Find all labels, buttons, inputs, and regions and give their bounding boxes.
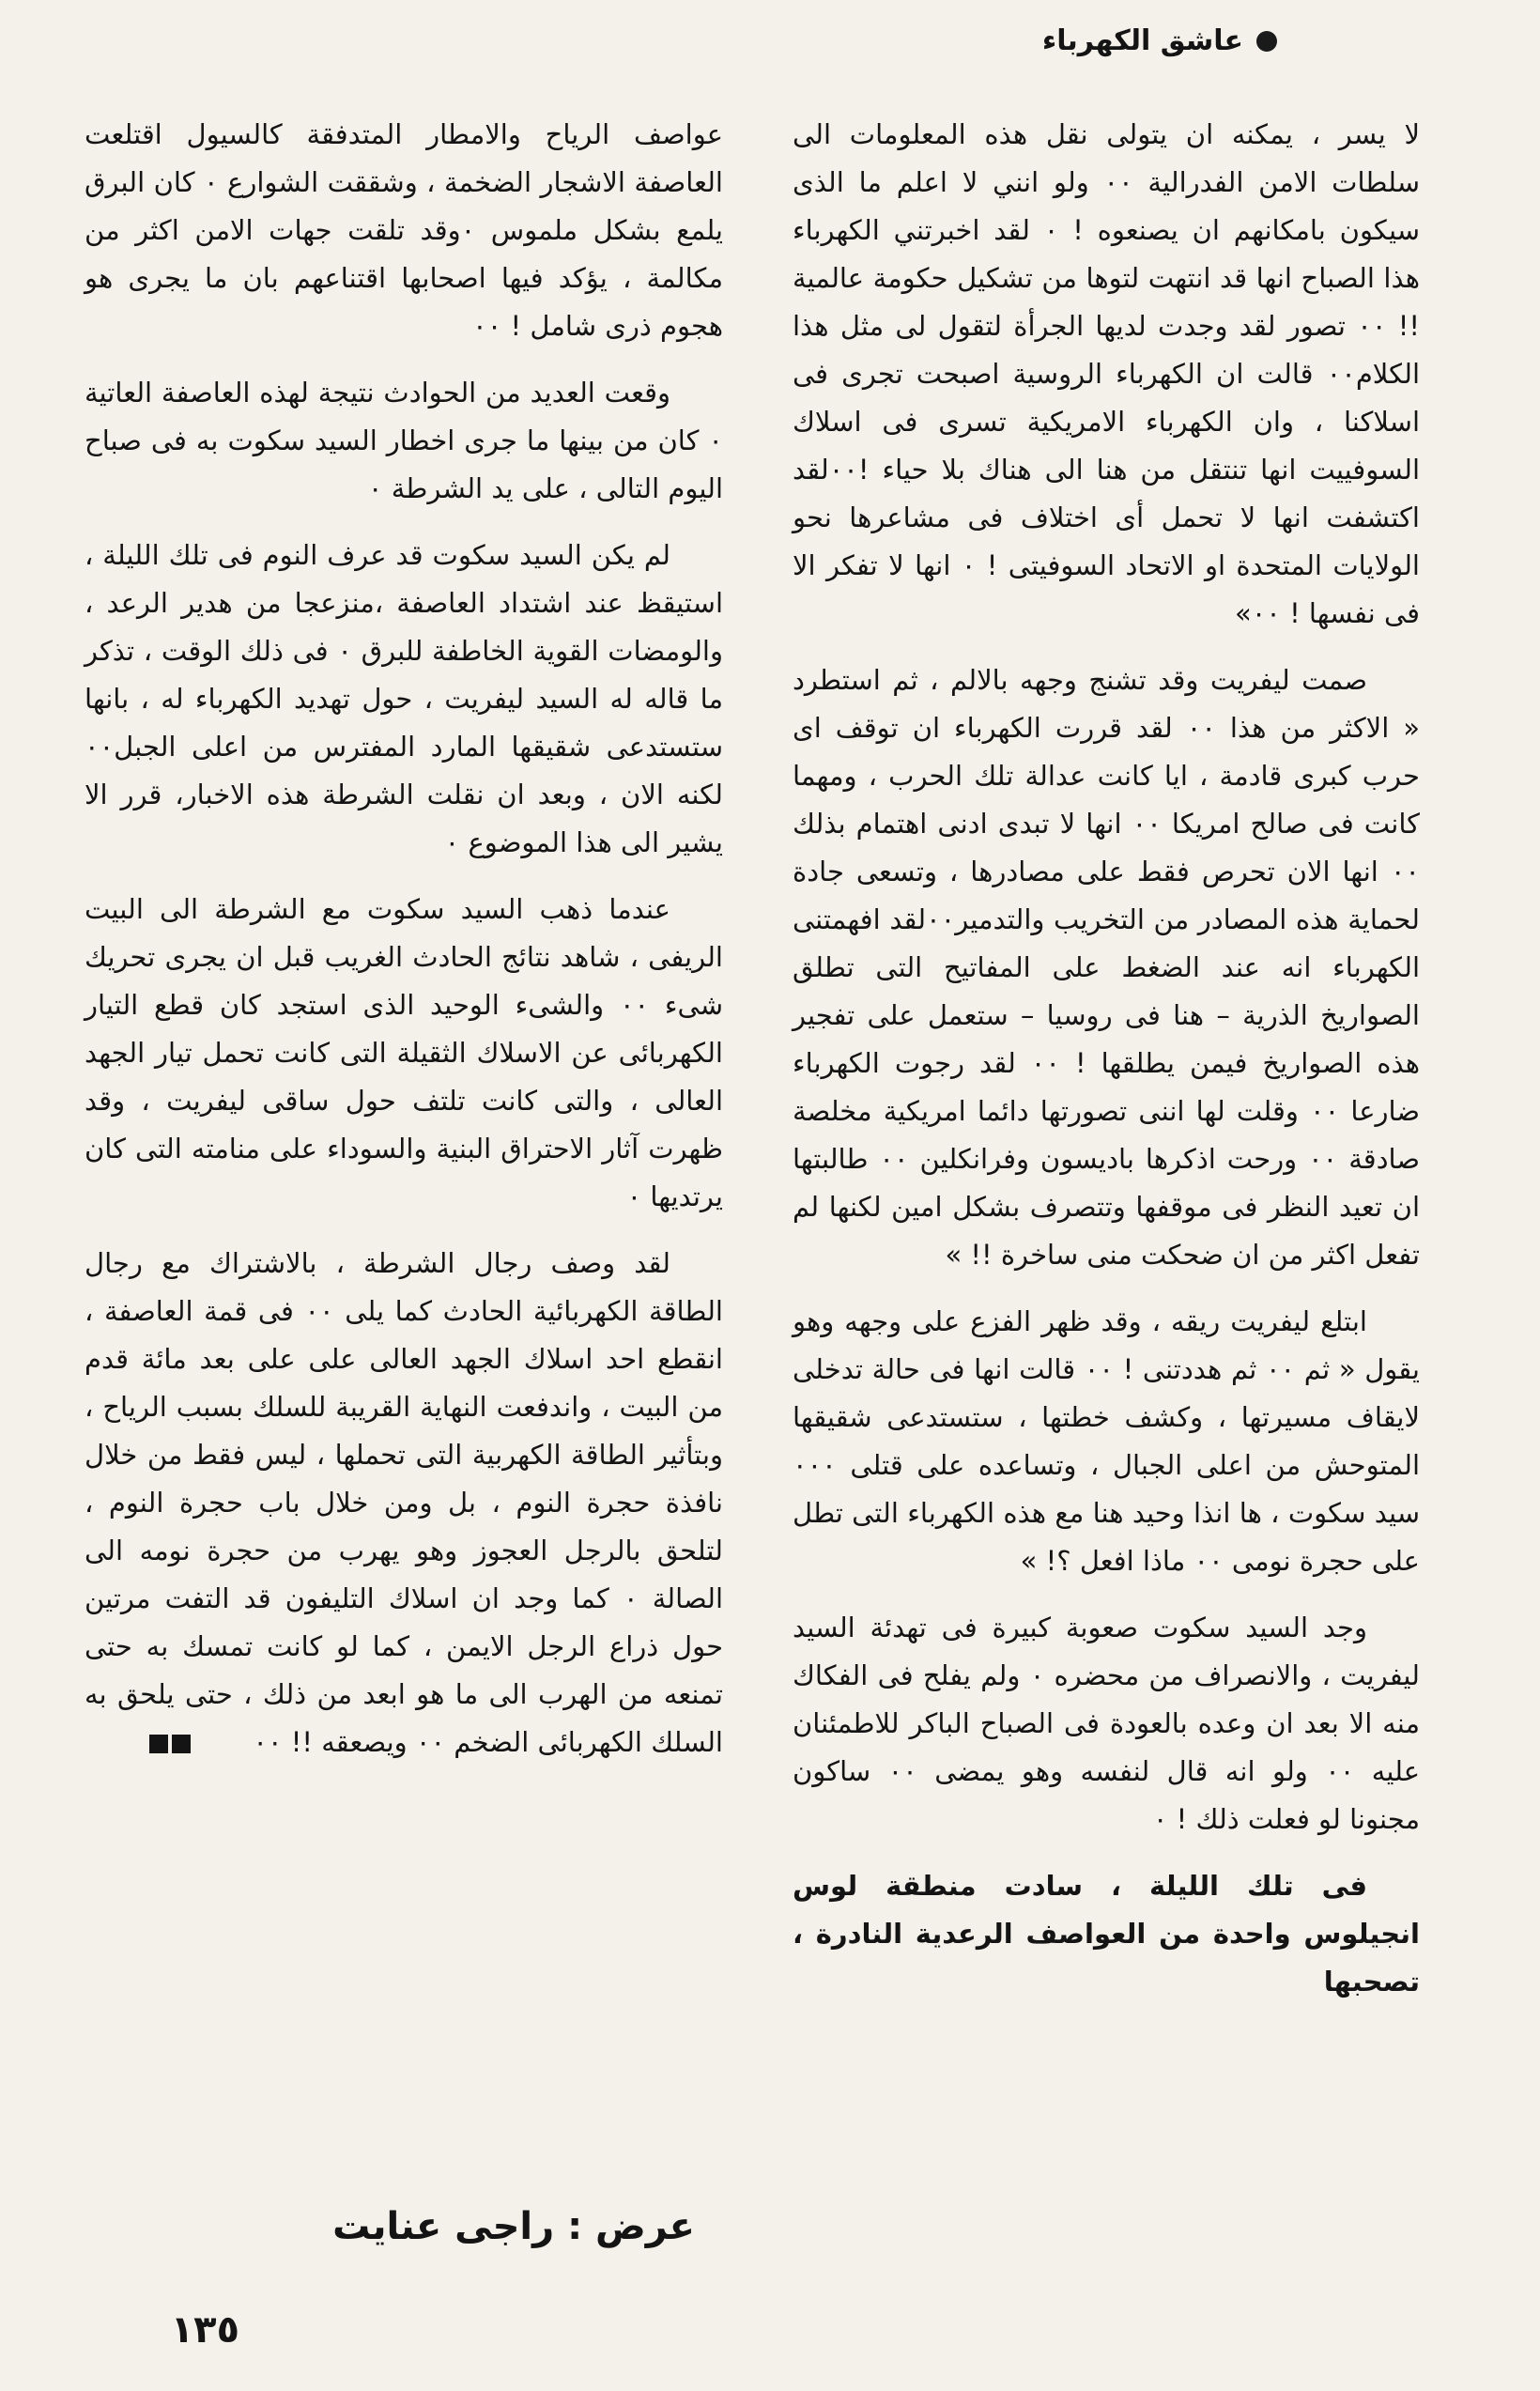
- paragraph: لم يكن السيد سكوت قد عرف النوم فى تلك الليلة ، استيقظ عند اشتداد العاصفة ،منزعجا من هدير الرعد ، والومضات القوية الخاطفة للبرق ٠ فى ذلك الوقت ، تذكر ما قاله له السيد ليفريت ، حول تهديد الكهرباء له ، بانها ستستدعى شقيقها المارد المفترس من اعلى الجبل٠٠ لكنه الان ، وبعد ان نقلت الشرطة هذه الاخبار، قرر الا يشير الى هذا الموضوع ٠: [85, 539, 723, 858]
- running-header: [1042, 24, 1277, 57]
- author-byline: عرض : راجى عنايت: [332, 2205, 695, 2248]
- bullet-icon: [1256, 31, 1277, 52]
- left-column: [85, 111, 723, 1787]
- right-column: [793, 111, 1420, 2025]
- paragraph-last: [85, 1240, 723, 1768]
- paragraph: فى تلك الليلة ، سادت منطقة لوس انجيلوس واحدة من العواصف الرعدية النادرة ، تصحبها: [793, 1870, 1420, 1998]
- paragraph: وجد السيد سكوت صعوبة كبيرة فى تهدئة السيد ليفريت ، والانصراف من محضره ٠ ولم يفلح فى الفكاك منه الا بعد ان وعده بالعودة فى الصباح الباكر للاطمئنان عليه ٠٠ ولو انه قال لنفسه وهو يمضى ٠٠ ساكون مجنونا لو فعلت ذلك ! ٠: [793, 1612, 1421, 1835]
- paragraph: عواصف الرياح والامطار المتدفقة كالسيول اقتلعت العاصفة الاشجار الضخمة ، وشققت الشوارع ٠ كان البرق يلمع بشكل ملموس ٠وقد تلقت جهات الامن اكثر من مكالمة ، يؤكد فيها اصحابها اقتناعهم بان ما يجرى هو هجوم ذرى شامل ! ٠٠: [85, 118, 724, 342]
- paragraph-text: لقد وصف رجال الشرطة ، بالاشتراك مع رجال الطاقة الكهربائية الحادث كما يلى ٠٠ فى قمة العاصفة ، انقطع احد اسلاك الجهد العالى على على بعد مائة قدم من البيت ، واندفعت النهاية القريبة للسلك بسبب الرياح ، وبتأثير الطاقة الكهربية التى تحملها ، ليس فقط من خلال نافذة حجرة النوم ، بل ومن خلال باب حجرة النوم ، لتلحق بالرجل العجوز وهو يهرب من حجرة نومه الى الصالة ٠ كما وجد ان اسلاك التليفون قد التفت مرتين حول ذراع الرجل الايمن ، كما لو كانت تمسك به حتى تمنعه من الهرب الى ما هو ابعد من ذلك ، حتى يلحق به السلك الكهربائى الضخم ٠٠ ويصعقه !! ٠٠: [85, 1247, 723, 1758]
- paragraph: وقعت العديد من الحوادث نتيجة لهذه العاصفة العاتية ٠ كان من بينها ما جرى اخطار السيد سكوت به فى صباح اليوم التالى ، على يد الشرطة ٠: [85, 377, 723, 504]
- section-title: عاشق الكهرباء: [1041, 24, 1243, 57]
- paragraph: عندما ذهب السيد سكوت مع الشرطة الى البيت الريفى ، شاهد نتائج الحادث الغريب قبل ان يجرى تحريك شىء ٠٠ والشىء الوحيد الذى استجد كان قطع التيار الكهربائى عن الاسلاك الثقيلة التى كانت تحمل تيار الجهد العالى ، والتى كانت تلتف حول ساقى ليفريت ، وقد ظهرت آثار الاحتراق البنية والسوداء على منامته التى كان يرتديها ٠: [85, 893, 723, 1212]
- paragraph: صمت ليفريت وقد تشنج وجهه بالالم ، ثم استطرد « الاكثر من هذا ٠٠ لقد قررت الكهرباء ان توقف اى حرب كبرى قادمة ، ايا كانت عدالة تلك الحرب ، ومهما كانت فى صالح امريكا ٠٠ انها لا تبدى ادنى اهتمام بذلك ٠٠ انها الان تحرص فقط على مصادرها ، وتسعى جادة لحماية هذه المصادر من التخريب والتدمير٠٠لقد افهمتنى الكهرباء انه عند الضغط على المفاتيح التى تطلق الصواريخ الذرية – هنا فى روسيا – ستعمل على تفجير هذه الصواريخ فيمن يطلقها ! ٠٠ لقد رجوت الكهرباء ضارعا ٠٠ وقلت لها اننى تصورتها دائما امريكية مخلصة صادقة ٠٠ ورحت اذكرها باديسون وفرانكلين ٠٠ طالبتها ان تعيد النظر فى موقفها وتتصرف بشكل امين لكنها لم تفعل اكثر من ان ضحكت منى ساخرة !! »: [793, 664, 1421, 1271]
- page-number: ١٣٥: [170, 2308, 239, 2352]
- paragraph: ابتلع ليفريت ريقه ، وقد ظهر الفزع على وجهه وهو يقول « ثم ٠٠ ثم هددتنى ! ٠٠ قالت انها فى حالة تدخلى لايقاف مسيرتها ، وكشف خطتها ، ستستدعى شقيقها المتوحش من اعلى الجبال ، وتساعده على قتلى ٠٠٠ سيد سكوت ، ها انذا وحيد هنا مع هذه الكهرباء التى تطل على حجرة نومى ٠٠ ماذا افعل ؟! »: [793, 1305, 1421, 1577]
- end-of-article-icon: [146, 1720, 243, 1768]
- paragraph: لا يسر ، يمكنه ان يتولى نقل هذه المعلومات الى سلطات الامن الفدرالية ٠٠ ولو انني لا اعلم ما الذى سيكون بامكانهم ان يصنعوه ! ٠ لقد اخبرتني الكهرباء هذا الصباح انها قد انتهت لتوها من تشكيل حكومة عالمية !! ٠٠ تصور لقد وجدت لديها الجرأة لتقول لى مثل هذا الكلام٠٠ قالت ان الكهرباء الروسية اصبحت تجرى فى اسلاكنا ، وان الكهرباء الامريكية تسرى فى اسلاك السوفييت انها تنتقل من هنا الى هناك بلا حياء !٠٠لقد اكتشفت انها لا تحمل أى اختلاف فى مشاعرها نحو الولايات المتحدة او الاتحاد السوفيتى ! ٠ انها لا تفكر الا فى نفسها ! ٠٠»: [793, 118, 1420, 629]
